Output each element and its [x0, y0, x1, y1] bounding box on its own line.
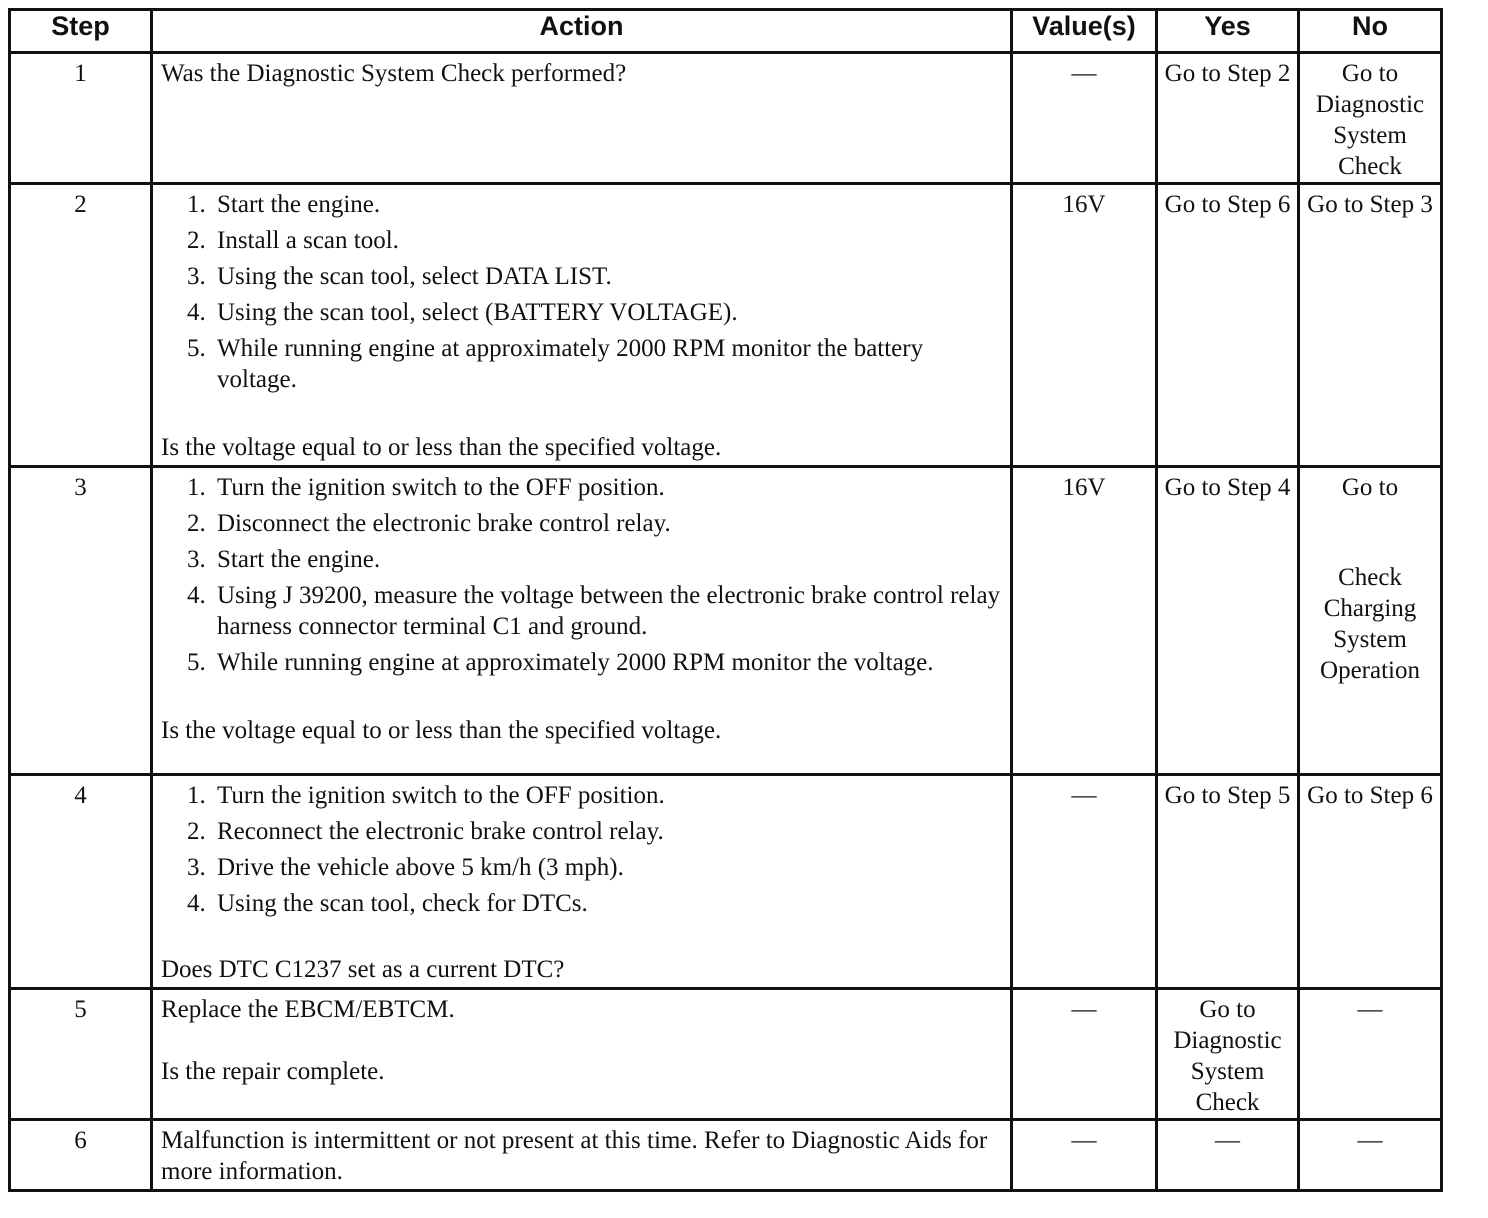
action-question: Is the repair complete.	[161, 1058, 385, 1085]
item-text: Using J 39200, measure the voltage between the electronic brake control relay harness connector terminal C1 and ground.	[217, 582, 1001, 640]
action-list	[161, 189, 1002, 395]
item-number: 4.	[187, 299, 206, 326]
item-text: While running engine at approximately 2000 RPM monitor the battery voltage.	[217, 335, 924, 393]
item-number: 2.	[187, 227, 206, 254]
no-cell: Go to Step 6	[1299, 775, 1442, 989]
action-cell	[152, 184, 1012, 467]
item-text: Using the scan tool, select DATA LIST.	[217, 263, 612, 290]
no-cell: —	[1299, 1120, 1442, 1191]
step-number: 4	[10, 775, 152, 989]
list-item	[187, 544, 1002, 575]
item-text: While running engine at approximately 2000 RPM monitor the voltage.	[217, 649, 934, 676]
item-number: 2.	[187, 510, 206, 537]
item-number: 5.	[187, 335, 206, 362]
item-number: 2.	[187, 818, 206, 845]
diagnostic-table	[8, 8, 1443, 1192]
step-number: 1	[10, 53, 152, 184]
item-text: Start the engine.	[217, 191, 381, 218]
item-text: Start the engine.	[217, 546, 381, 573]
no-cell: Go to Diagnostic System Check	[1299, 53, 1442, 184]
header-step: Step	[10, 10, 152, 53]
list-item	[187, 580, 1002, 642]
value-cell: —	[1012, 775, 1157, 989]
item-number: 4.	[187, 582, 206, 609]
item-number: 1.	[187, 191, 206, 218]
no-cell-line2: Check Charging System Operation	[1320, 564, 1420, 684]
value-cell: 16V	[1012, 184, 1157, 467]
value-cell: —	[1012, 989, 1157, 1120]
no-cell: Go to Step 3	[1299, 184, 1442, 467]
yes-cell: Go to Step 5	[1157, 775, 1299, 989]
action-cell	[152, 1120, 1012, 1191]
action-line: Replace the EBCM/EBTCM.	[161, 996, 455, 1023]
action-cell	[152, 775, 1012, 989]
header-yes: Yes	[1157, 10, 1299, 53]
yes-cell: Go to Step 4	[1157, 467, 1299, 775]
list-item	[187, 261, 1002, 292]
list-item	[187, 225, 1002, 256]
item-number: 3.	[187, 546, 206, 573]
action-question: Is the voltage equal to or less than the specified voltage.	[161, 717, 722, 744]
list-item	[187, 333, 1002, 395]
yes-cell: Go to Step 6	[1157, 184, 1299, 467]
yes-cell: Go to Step 2	[1157, 53, 1299, 184]
list-item	[187, 888, 1002, 919]
header-values: Value(s)	[1012, 10, 1157, 53]
item-number: 3.	[187, 854, 206, 881]
item-text: Disconnect the electronic brake control relay.	[217, 510, 671, 537]
table-row	[10, 989, 1442, 1120]
list-item	[187, 297, 1002, 328]
item-number: 1.	[187, 474, 206, 501]
action-question: Does DTC C1237 set as a current DTC?	[161, 956, 565, 983]
table-row	[10, 775, 1442, 989]
item-text: Drive the vehicle above 5 km/h (3 mph).	[217, 854, 624, 881]
list-item	[187, 472, 1002, 503]
list-item	[187, 852, 1002, 883]
no-cell-line1: Go to	[1341, 474, 1399, 501]
list-item	[187, 647, 1002, 678]
action-question: Was the Diagnostic System Check performed?	[161, 60, 627, 87]
action-cell	[152, 467, 1012, 775]
step-number: 6	[10, 1120, 152, 1191]
item-number: 1.	[187, 782, 206, 809]
table-row	[10, 53, 1442, 184]
action-cell	[152, 53, 1012, 184]
item-text: Turn the ignition switch to the OFF position.	[217, 782, 665, 809]
list-item	[187, 816, 1002, 847]
value-cell: 16V	[1012, 467, 1157, 775]
list-item	[187, 189, 1002, 220]
item-text: Using the scan tool, check for DTCs.	[217, 890, 588, 917]
item-text: Reconnect the electronic brake control relay.	[217, 818, 664, 845]
yes-cell: Go to Diagnostic System Check	[1157, 989, 1299, 1120]
action-list	[161, 472, 1002, 678]
no-cell: —	[1299, 989, 1442, 1120]
value-cell: —	[1012, 1120, 1157, 1191]
item-text: Install a scan tool.	[217, 227, 399, 254]
item-text: Using the scan tool, select (BATTERY VOLTAGE).	[217, 299, 738, 326]
item-number: 4.	[187, 890, 206, 917]
list-item	[187, 508, 1002, 539]
table-row	[10, 1120, 1442, 1191]
action-question: Malfunction is intermittent or not present at this time. Refer to Diagnostic Aids for more information.	[161, 1127, 988, 1185]
item-number: 3.	[187, 263, 206, 290]
list-item	[187, 780, 1002, 811]
action-cell	[152, 989, 1012, 1120]
step-number: 5	[10, 989, 152, 1120]
header-row	[10, 10, 1442, 53]
action-question: Is the voltage equal to or less than the specified voltage.	[161, 434, 722, 461]
item-text: Turn the ignition switch to the OFF position.	[217, 474, 665, 501]
header-action: Action	[152, 10, 1012, 53]
header-no: No	[1299, 10, 1442, 53]
action-list	[161, 780, 1002, 919]
value-cell: —	[1012, 53, 1157, 184]
step-number: 2	[10, 184, 152, 467]
table-row	[10, 184, 1442, 467]
table-row	[10, 467, 1442, 775]
yes-cell: —	[1157, 1120, 1299, 1191]
item-number: 5.	[187, 649, 206, 676]
step-number: 3	[10, 467, 152, 775]
no-cell	[1299, 467, 1442, 775]
